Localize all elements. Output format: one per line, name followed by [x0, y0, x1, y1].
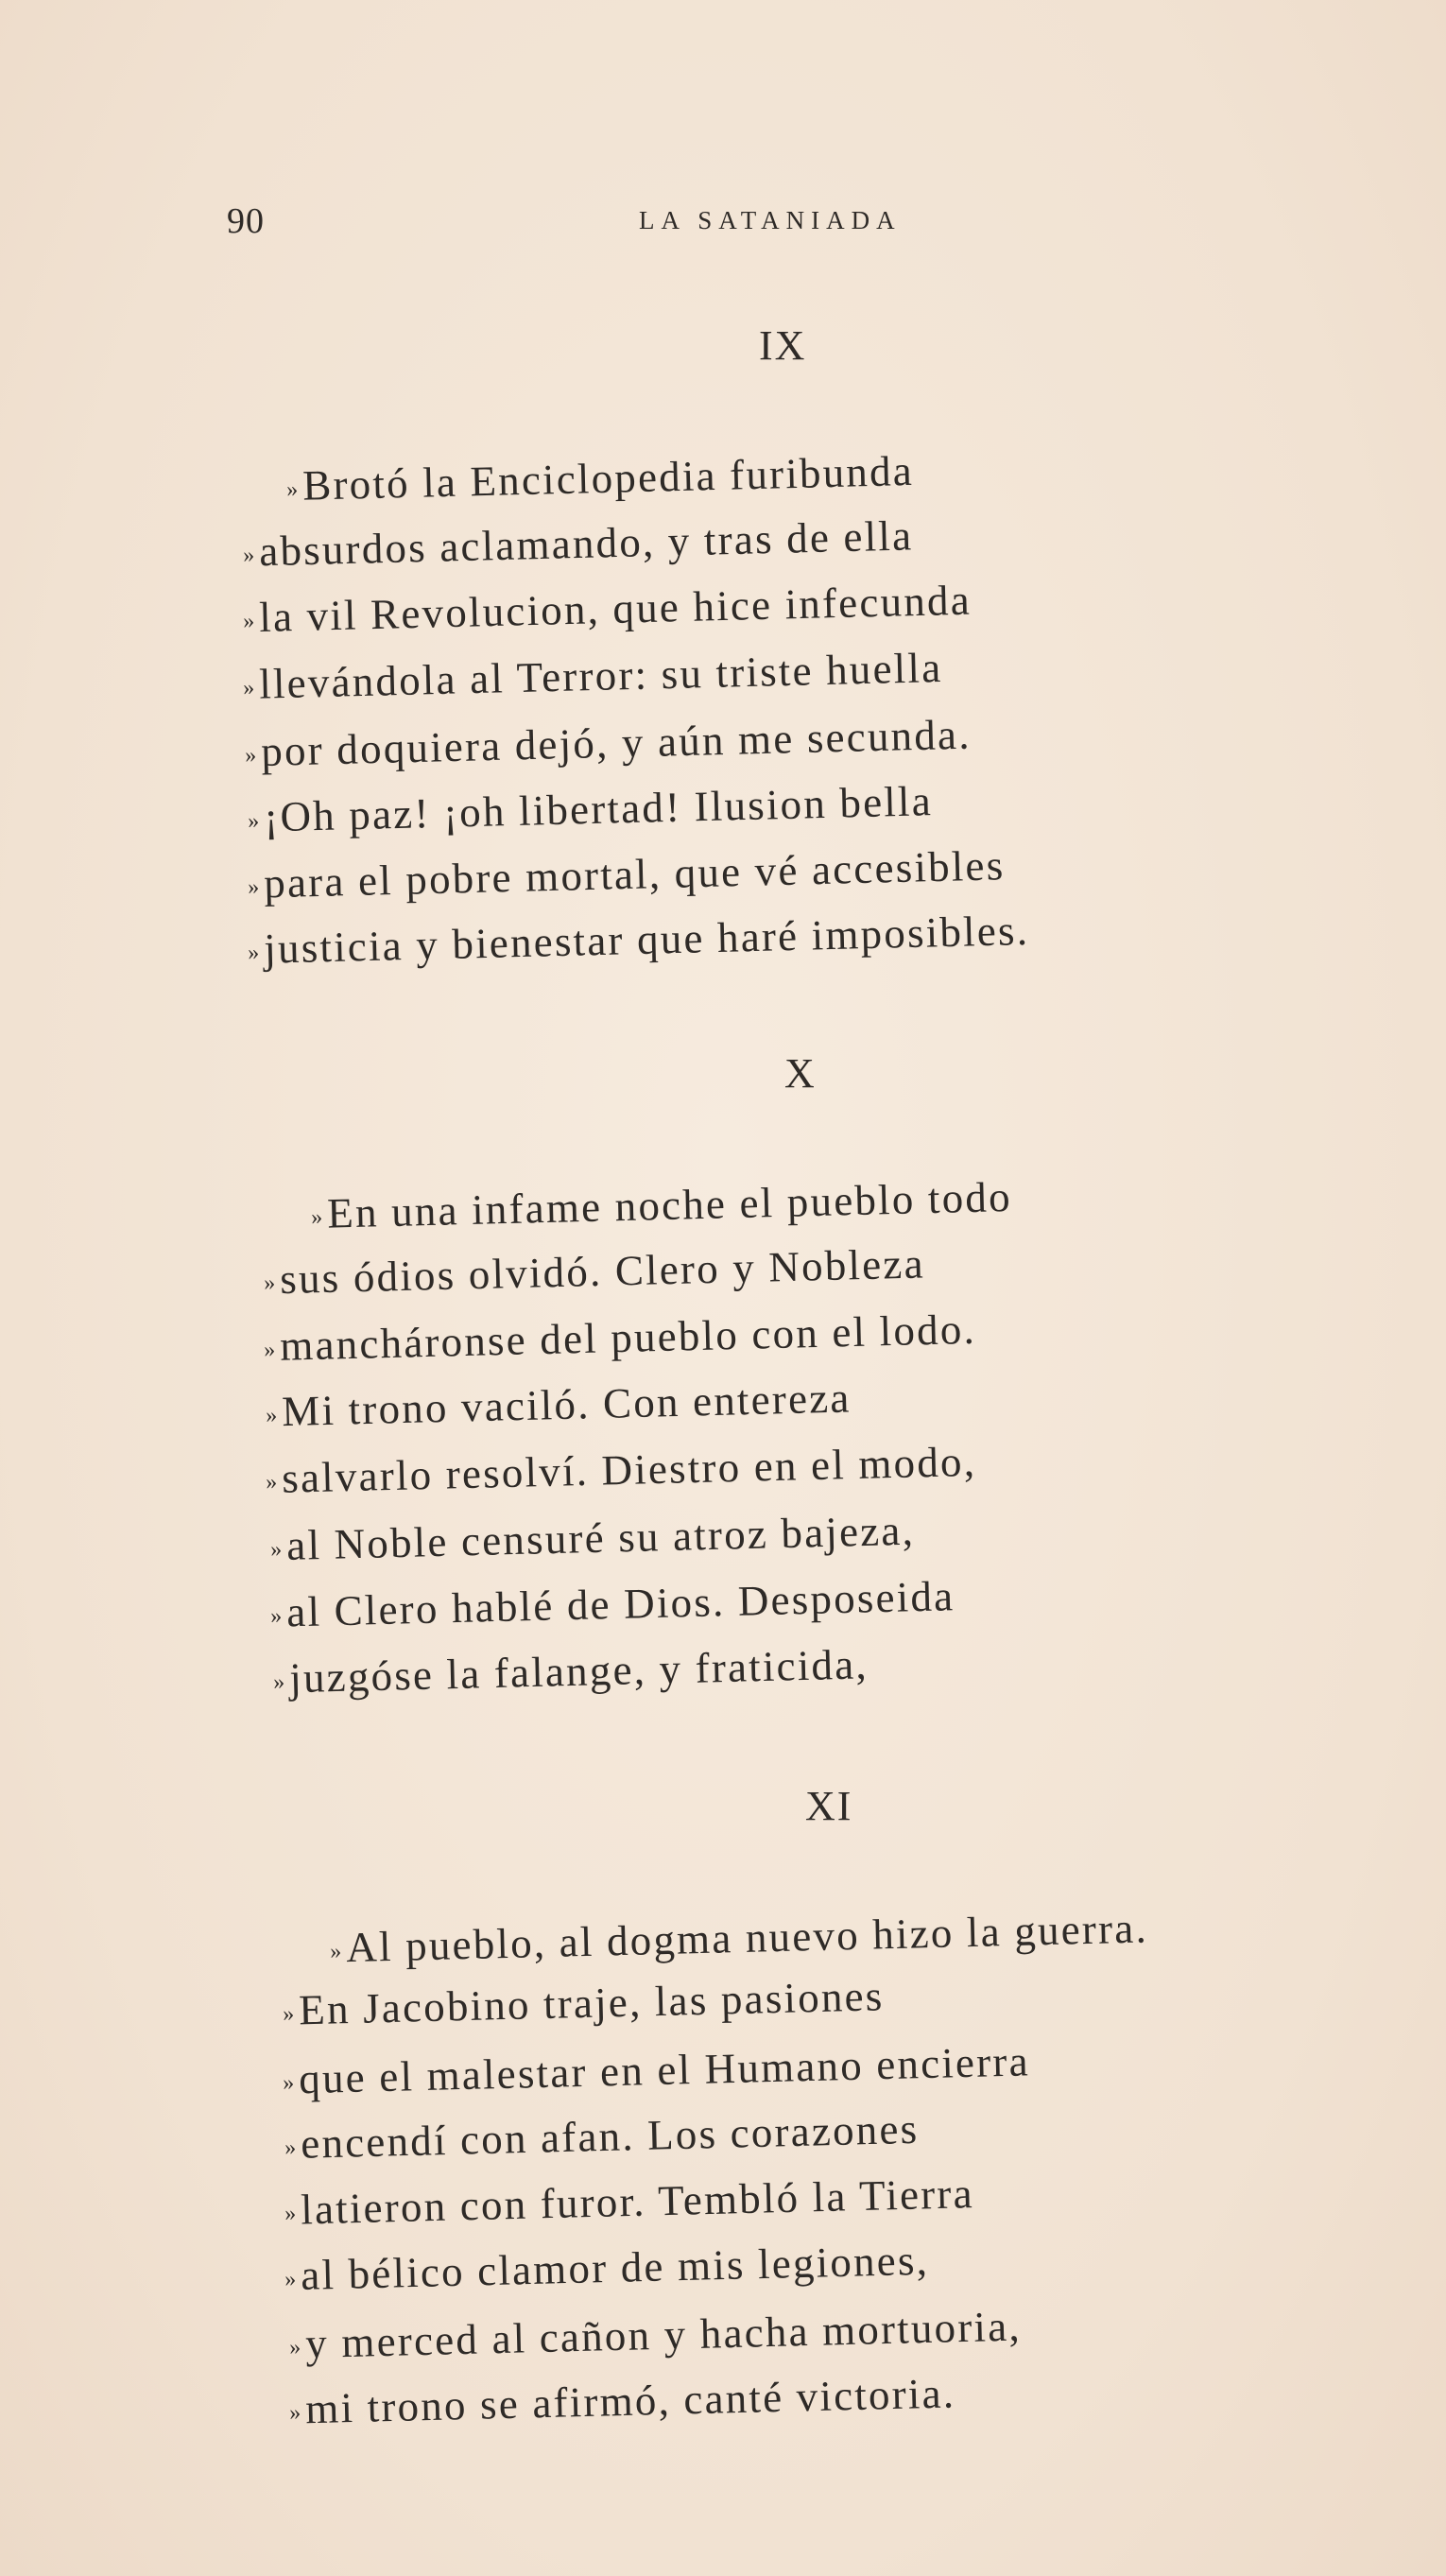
verse: »¡Oh paz! ¡oh libertad! Ilusion bella	[247, 777, 934, 841]
verse: »que el malestar en el Humano encierra	[282, 2037, 1031, 2103]
verse: »juzgóse la falange, y fraticida,	[272, 1640, 869, 1703]
verse: »al Noble censuré su atroz bajeza,	[269, 1506, 916, 1569]
verse: »encendí con afan. Los corazones	[284, 2104, 920, 2168]
verse: »al Clero hablé de Dios. Desposeida	[269, 1572, 955, 1636]
verse: »En una infame noche el pueblo todo	[310, 1172, 1013, 1237]
verse: »llevándola al Terror: su triste huella	[242, 643, 943, 708]
verse: »al bélico clamor de mis legiones,	[284, 2236, 930, 2299]
verse: »Al pueblo, al dogma nuevo hizo la guerra.	[329, 1904, 1149, 1972]
page-number: 90	[227, 201, 265, 241]
verse: »mancháronse del pueblo con el lodo.	[263, 1305, 977, 1370]
verse: »salvarlo resolví. Diestro en el modo,	[265, 1437, 977, 1502]
stanza-number-xi: XI	[805, 1783, 853, 1829]
verse: »sus ódios olvidó. Clero y Nobleza	[263, 1239, 926, 1304]
stanza-number-ix: IX	[759, 322, 807, 369]
verse: »la vil Revolucion, que hice infecunda	[242, 576, 973, 641]
verse: »latieron con furor. Tembló la Tierra	[284, 2170, 975, 2234]
verse: »mi trono se afirmó, canté victoria.	[288, 2369, 956, 2433]
verse: »para el pobre mortal, que vé accesibles	[247, 841, 1006, 908]
verse: »y merced al cañon y hacha mortuoria,	[288, 2302, 1023, 2368]
verse: »En Jacobino traje, las pasiones	[282, 1972, 886, 2034]
verse: »por doquiera dejó, y aún me secunda.	[244, 710, 973, 775]
verse: »Mi trono vaciló. Con entereza	[265, 1374, 852, 1436]
running-title: LA SATANIADA	[639, 206, 902, 234]
verse: »absurdos aclamando, y tras de ella	[242, 511, 914, 576]
verse: »justicia y bienestar que haré imposibles.	[247, 906, 1030, 973]
stanza-number-x: X	[784, 1050, 817, 1097]
verse: »Brotó la Enciclopedia furibunda	[285, 446, 915, 510]
page-header	[227, 200, 945, 248]
